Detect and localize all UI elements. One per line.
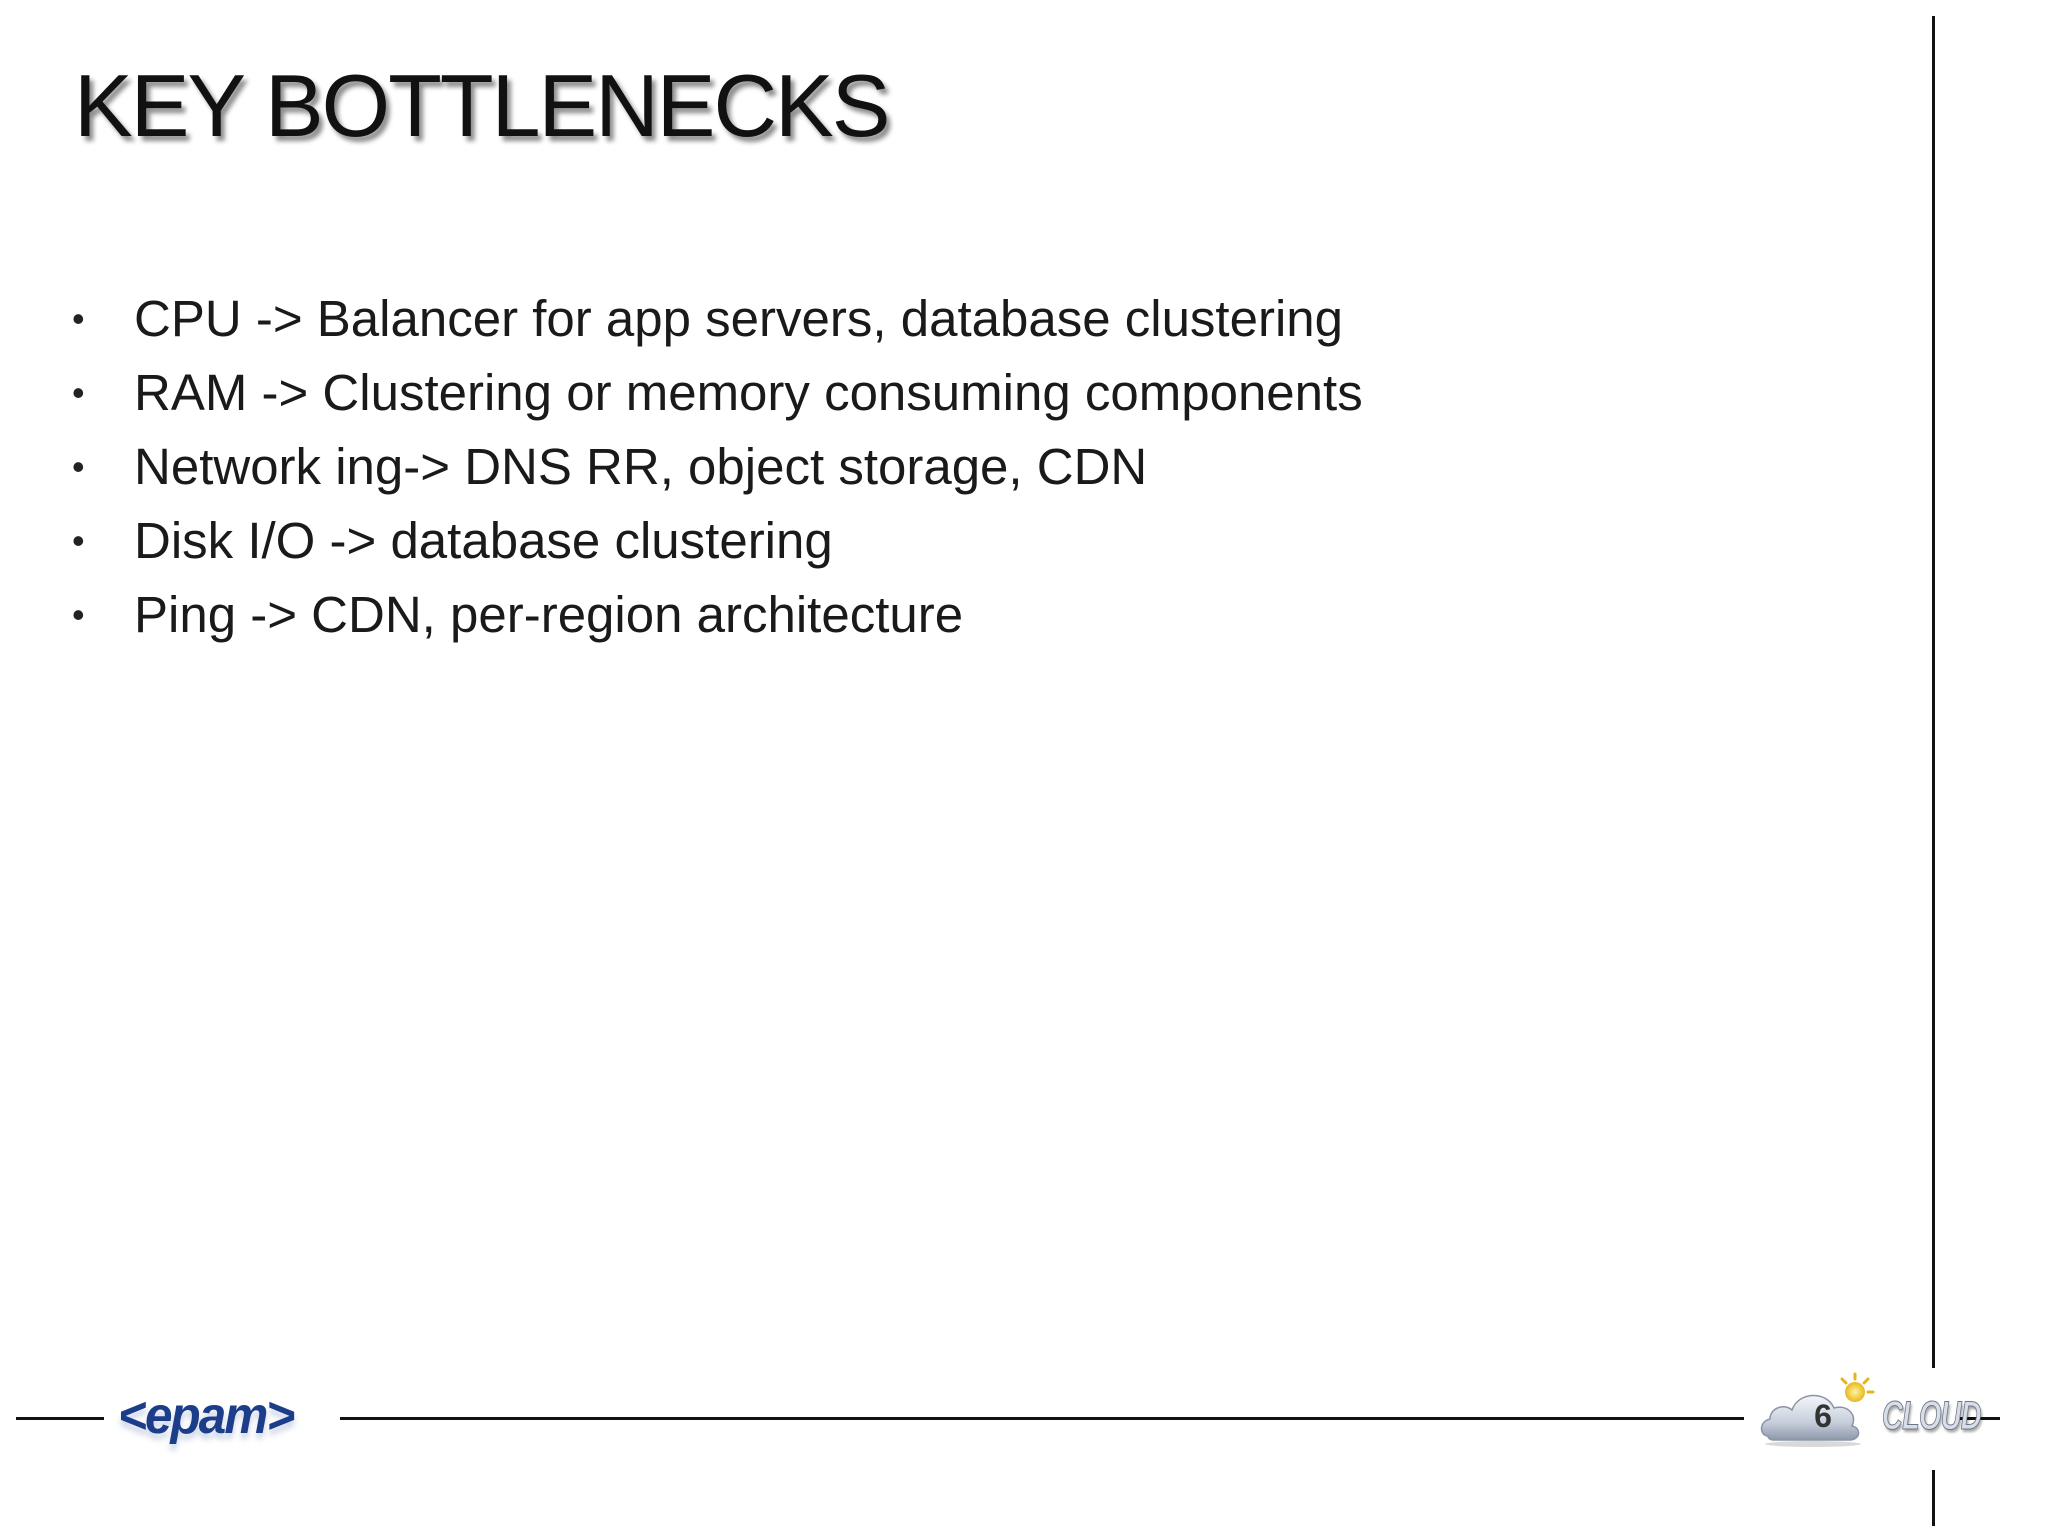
- list-item: [72, 356, 1363, 430]
- bullet-text: RAM -> Clustering or memory consuming components: [134, 364, 1363, 421]
- bullet-text: Disk I/O -> database clustering: [134, 512, 833, 569]
- bullet-text: Ping -> CDN, per-region architecture: [134, 586, 964, 643]
- bullet-text: Network ing-> DNS RR, object storage, CDN: [134, 438, 1148, 495]
- list-item: [72, 578, 1363, 652]
- slide-title: KEY BOTTLENECKS: [74, 56, 889, 155]
- bullet-list: [72, 282, 1363, 652]
- epam-logo: <epam>: [118, 1387, 294, 1445]
- bullet-dot: •: [72, 520, 85, 561]
- bullet-text: CPU -> Balancer for app servers, database clustering: [134, 290, 1344, 347]
- bullet-dot: •: [72, 594, 85, 635]
- right-divider-line-lower: [1932, 1470, 1935, 1526]
- footer-rule-left: [16, 1417, 104, 1420]
- list-item: [72, 282, 1363, 356]
- cloud-brand-text: CLOUD: [1882, 1394, 1981, 1438]
- footer-rule-middle: [340, 1417, 1744, 1420]
- list-item: [72, 504, 1363, 578]
- page-number: 6: [1814, 1398, 1832, 1434]
- sun-icon: [1842, 1374, 1873, 1402]
- list-item: [72, 430, 1363, 504]
- bullet-dot: •: [72, 372, 85, 413]
- right-divider-line: [1932, 16, 1935, 1368]
- bullet-dot: •: [72, 446, 85, 487]
- bullet-dot: •: [72, 298, 85, 339]
